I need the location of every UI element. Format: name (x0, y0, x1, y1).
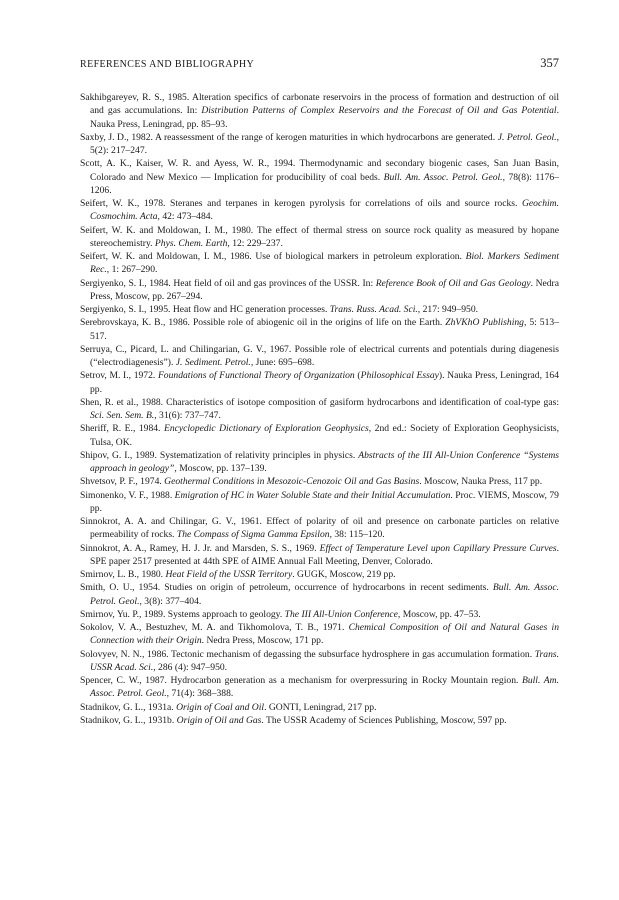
reference-entry (80, 608, 559, 621)
reference-entry (80, 568, 559, 581)
reference-text: Stadnikov, G. L., 1931b. (80, 714, 177, 726)
reference-text: . GUGK, Moscow, 219 pp. (292, 569, 396, 580)
reference-text: , 286 (4): 947–950. (153, 661, 228, 673)
reference-text: , 1: 267–290. (106, 264, 158, 276)
reference-entry (80, 581, 559, 608)
reference-text: Smith, O. U., 1954. Studies on origin of petroleum, occurrence of hydrocarbons in recent sediments. (80, 582, 493, 594)
page-number: 357 (540, 56, 559, 70)
reference-entry (80, 714, 559, 727)
running-head (80, 56, 559, 71)
reference-title-italic: The Compass of Sigma Gamma Epsilon (176, 529, 330, 541)
reference-title-italic: Geochim. Cosmochim. Acta (90, 198, 559, 223)
reference-text: Simonenko, V. F., 1988. (80, 489, 175, 501)
reference-text: , 42: 473–484. (157, 211, 213, 223)
reference-text: Shvetsov, P. F., 1974. (80, 476, 165, 488)
reference-entry (80, 224, 559, 251)
reference-text: . Nauka Press, Leningrad, pp. 85–93. (90, 105, 559, 130)
reference-text: Solovyev, N. N., 1986. Tectonic mechanism of degassing the subsurface hydrosphere in gas accumulation formation. (80, 648, 535, 660)
reference-entry (80, 674, 559, 701)
reference-title-italic: Trans. Russ. Acad. Sci. (329, 304, 418, 315)
reference-text: Seifert, W. K., 1978. Steranes and terpanes in kerogen pyrolysis for correlations of oils and source rocks. (80, 198, 522, 209)
reference-text: . Proc. VIEMS, Moscow, 79 pp. (90, 489, 559, 514)
reference-entry (80, 316, 559, 343)
reference-text: Shen, R. et al., 1988. Characteristics of isotope composition of gasiform hydrocarbons and identification of coal-type gas: (80, 396, 559, 408)
reference-title-italic: Bull. Am. Assoc. Petrol. Geol. (383, 171, 503, 183)
reference-entry (80, 343, 559, 370)
reference-text: . Nedra Press, Moscow, 171 pp. (201, 635, 324, 647)
reference-text: Sheriff, R. E., 1984. (80, 423, 164, 435)
reference-text: . Nedra Press, Moscow, pp. 267–294. (90, 277, 560, 302)
reference-title-italic: J. Sediment. Petrol. (175, 357, 251, 368)
reference-text: Sakhibgareyev, R. S., 1985. Alteration specifics of carbonate reservoirs in the process of formation and destruction of oil and gas accumulations. In: (80, 92, 559, 117)
reference-entry (80, 542, 559, 569)
reference-text: Seifert, W. K. and Moldowan, I. M., 1986. Use of biological markers in petroleum exploration. (80, 251, 466, 262)
reference-title-italic: Origin of Coal and Oil (176, 701, 265, 713)
reference-title-italic: Effect of Temperature Level upon Capillary Pressure Curves (319, 542, 557, 554)
reference-title-italic: Bull. Am. Assoc. Petrol. Geol. (90, 582, 559, 607)
reference-title-italic: Abstracts of the III All-Union Conference “Systems approach in geology” (90, 449, 559, 474)
reference-text: , 2nd ed.: Society of Exploration Geophysicists, Tulsa, OK. (90, 423, 560, 448)
reference-list (80, 91, 559, 727)
reference-title-italic: ZhVKhO Publishing (445, 317, 524, 329)
reference-text: , 5: 513–517. (90, 317, 559, 342)
reference-title-italic: Phys. Chem. Earth (154, 237, 228, 249)
reference-text: , 71(4): 368–388. (166, 688, 234, 700)
reference-entry (80, 131, 559, 158)
reference-title-italic: Foundations of Functional Theory of Organization (157, 370, 355, 382)
reference-text: Saxby, J. D., 1982. A reassessment of the range of kerogen maturities in which hydrocarbons are generated. (80, 131, 498, 143)
reference-text: . GONTI, Leningrad, 217 pp. (264, 701, 377, 713)
reference-entry (80, 621, 559, 648)
reference-entry (80, 91, 559, 131)
reference-entry (80, 475, 559, 488)
reference-text: Smirnov, Yu. P., 1989. Systems approach to geology. (80, 608, 285, 620)
reference-text: , 31(6): 737–747. (154, 410, 221, 421)
reference-title-italic: Emigration of HC in Water Soluble State and their Initial Accumulation (174, 489, 451, 501)
reference-text: , 217: 949–950. (417, 304, 479, 315)
reference-title-italic: Bull. Am. Assoc. Petrol. Geol. (90, 675, 559, 700)
book-page (80, 56, 559, 727)
reference-title-italic: Philosophical Essay (360, 370, 439, 382)
reference-text: , 12: 229–237. (227, 237, 283, 249)
reference-entry (80, 250, 559, 277)
reference-title-italic: Reference Book of Oil and Gas Geology (375, 277, 531, 289)
reference-title-italic: Trans. USSR Acad. Sci. (90, 648, 559, 673)
reference-title-italic: Geothermal Conditions in Mesozoic-Cenozoic Oil and Gas Basins (164, 476, 420, 488)
reference-title-italic: Encyclopedic Dictionary of Exploration Geophysics (163, 423, 369, 435)
reference-entry (80, 701, 559, 714)
reference-title-italic: Distribution Patterns of Complex Reservoirs and the Forecast of Oil and Gas Potential (201, 105, 557, 117)
reference-title-italic: Chemical Composition of Oil and Natural Gases in Connection with their Origin (90, 622, 559, 647)
reference-text: Setrov, M. I., 1972. (80, 370, 158, 382)
reference-text: Seifert, W. K. and Moldowan, I. M., 1980. The effect of thermal stress on source rock quality as measured by hopane stereochemistry. (80, 224, 559, 249)
reference-text: , 38: 115–120. (329, 529, 385, 541)
reference-text: Sinnokrot, A. A., Ramey, H. J. Jr. and Marsden, S. S., 1969. (80, 542, 320, 554)
reference-text: . SPE paper 2517 presented at 44th SPE of AIME Annual Fall Meeting, Denver, Colorado. (90, 542, 560, 567)
reference-text: , Moscow, pp. 47–53. (397, 608, 481, 620)
reference-text: , 3(8): 377–404. (139, 595, 202, 607)
reference-entry (80, 648, 559, 675)
reference-title-italic: Origin of Oil and Gas (176, 714, 262, 726)
reference-text: Sergiyenko, S. I., 1984. Heat field of oil and gas provinces of the USSR. In: (80, 277, 376, 289)
reference-entry (80, 157, 559, 197)
reference-text: Sinnokrot, A. A. and Chilingar, G. V., 1961. Effect of polarity of oil and presence on carbonate particles on relative permeability of rocks. (80, 516, 559, 541)
reference-text: , 78(8): 1176–1206. (90, 171, 559, 196)
reference-text: , Moscow, pp. 137–139. (174, 463, 267, 474)
reference-text: ( (354, 370, 361, 382)
reference-text: Sergiyenko, S. I., 1995. Heat flow and HC generation processes. (80, 304, 330, 315)
reference-entry (80, 277, 559, 304)
reference-title-italic: J. Petrol. Geol. (497, 131, 557, 143)
reference-entry (80, 449, 559, 476)
reference-text: . Moscow, Nauka Press, 117 pp. (419, 476, 543, 488)
reference-text: Shipov, G. I., 1989. Systematization of relativity principles in physics. (80, 449, 359, 461)
reference-text: Scott, A. K., Kaiser, W. R. and Ayess, W. R., 1994. Thermodynamic and secondary biogenic cases, San Juan Basin, Colorado and New Mexico — Implication for producibility of coal beds. (80, 158, 559, 183)
reference-entry (80, 489, 559, 516)
reference-text: ). Nauka Press, Leningrad, 164 pp. (90, 370, 560, 395)
reference-title-italic: Sci. Sen. Sem. B. (90, 410, 155, 421)
running-title: REFERENCES AND BIBLIOGRAPHY (80, 59, 255, 70)
reference-title-italic: The III All-Union Conference (284, 608, 398, 620)
reference-text: Spencer, C. W., 1987. Hydrocarbon generation as a mechanism for overpressuring in Rocky Mountain region. (80, 675, 522, 686)
reference-text: Stadnikov, G. L., 1931a. (80, 701, 177, 713)
reference-text: , 5(2): 217–247. (90, 131, 559, 156)
reference-text: . The USSR Academy of Sciences Publishing, Moscow, 597 pp. (261, 714, 507, 726)
reference-entry (80, 515, 559, 542)
reference-title-italic: Heat Field of the USSR Territory (165, 569, 293, 580)
reference-text: , June: 695–698. (250, 357, 315, 368)
reference-text: Smirnov, L. B., 1980. (80, 569, 166, 580)
reference-entry (80, 422, 559, 449)
reference-title-italic: Biol. Markers Sediment Rec. (90, 251, 559, 276)
reference-entry (80, 396, 559, 423)
reference-text: Serebrovskaya, K. B., 1986. Possible role of abiogenic oil in the origins of life on the Earth. (80, 317, 446, 329)
reference-entry (80, 197, 559, 224)
reference-text: Serruya, C., Picard, L. and Chilingarian, G. V., 1967. Possible role of electrical currents and potentials during diagenesis (“electrodiagenesis”). (80, 343, 559, 368)
reference-entry (80, 369, 559, 396)
reference-text: Sokolov, V. A., Bestuzhev, M. A. and Tikhomolova, T. B., 1971. (80, 622, 349, 633)
reference-entry (80, 303, 559, 316)
